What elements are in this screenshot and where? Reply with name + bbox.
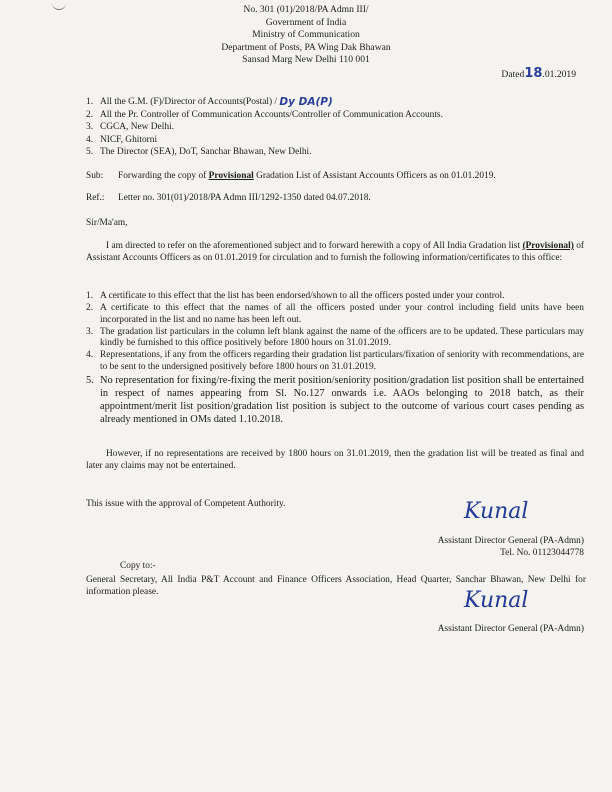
signatory-designation-2: Assistant Director General (PA-Admn)	[437, 624, 584, 634]
addressee-item: 4. NICF, Ghitorni	[86, 134, 158, 145]
provisional-emphasis: Provisional	[208, 171, 254, 181]
addressee-text: NICF, Ghitorni	[100, 134, 158, 145]
govt-line: Government of India	[265, 16, 347, 28]
subject-line: Sub: Forwarding the copy of Provisional Gradation List of Assistant Accounts Officers as on 01.01.2019.	[86, 171, 496, 181]
signatory-telephone: Tel. No. 01123044778	[500, 548, 584, 558]
date-prefix: Dated	[501, 69, 525, 80]
list-item: 3. The gradation list particulars in the column left blank against the name of the officers are to be updated. These particulars may kindly be furnished to this office positively before 1800 hours on 31.01.2019.	[86, 326, 584, 349]
signature-1: Kunal	[464, 499, 529, 524]
list-item: 4. Representations, if any from the officers regarding their gradation list particulars/fixation of seniority with recommendations, are to be sent to the undersigned positively before 1800 hours on 31.01.2019.	[86, 350, 584, 373]
addressee-text: All the G.M. (F)/Director of Accounts(Postal) /	[100, 97, 278, 107]
file-number: No. 301 (01)/2018/PA Admn III/	[243, 4, 369, 15]
addressee-item: 3. CGCA, New Delhi.	[86, 122, 174, 133]
requirements-list	[86, 291, 584, 427]
signatory-designation: Assistant Director General (PA-Admn)	[437, 536, 584, 546]
closing-paragraph: However, if no representations are received by 1800 hours on 31.01.2019, then the gradation list will be treated as final and later any claims may not be entertained.	[86, 449, 584, 472]
copy-to-label: Copy to:-	[120, 561, 156, 571]
list-item: 5. No representation for fixing/re-fixing the merit position/seniority position/gradation list position shall be entertained in respect of names appearing from Sl. No.127 onwards i.e. AAOs belonging to 2018 batch, as their appointment/merit list position/gradation list position is subject to the outcome of various court cases pending as already mentioned in OMs dated 1.10.2018.	[86, 375, 584, 426]
addressee-text: CGCA, New Delhi.	[100, 122, 174, 133]
addressee-list	[86, 96, 586, 159]
address-line: Sansad Marg New Delhi 110 001	[242, 54, 370, 66]
addressee-text: The Director (SEA), DoT, Sanchar Bhawan, New Delhi.	[100, 147, 312, 158]
copy-to-text: General Secretary, All India P&T Account and Finance Officers Association, Head Quarter, Sanchar Bhawan, New Delhi for information please.	[86, 575, 586, 598]
addressee-item: 1. All the G.M. (F)/Director of Accounts(Postal) / Dy DA(P)	[86, 96, 333, 108]
signatory-block-1	[438, 535, 584, 559]
addressee-text: All the Pr. Controller of Communication Accounts/Controller of Communication Accounts.	[100, 109, 443, 120]
addressee-item: 5. The Director (SEA), DoT, Sanchar Bhawan, New Delhi.	[86, 147, 312, 158]
salutation: Sir/Ma'am,	[86, 218, 128, 228]
reference-text: Letter no. 301(01)/2018/PA Admn III/1292-1350 dated 04.07.2018.	[118, 193, 371, 203]
reference-label: Ref.:	[86, 193, 105, 203]
intro-paragraph: I am directed to refer on the aforementioned subject and to forward herewith a copy of All India Gradation list (Provisional) of Assistant Accounts Officers as on 01.01.2019 for circulation and to furnish the following information/certificates to this office:	[86, 241, 585, 263]
ministry-line: Ministry of Communication	[252, 29, 360, 41]
date-suffix: .01.2019	[542, 69, 576, 80]
handwritten-note: Dy DA(P)	[279, 96, 333, 108]
reference-line	[86, 193, 606, 203]
signature-2: Kunal	[464, 588, 529, 613]
department-line: Department of Posts, PA Wing Dak Bhawan	[221, 41, 391, 53]
provisional-emphasis: (Provisional)	[522, 241, 574, 251]
addressee-item: 2. All the Pr. Controller of Communication Accounts/Controller of Communication Accounts.	[86, 109, 443, 120]
letter-header	[0, 4, 612, 67]
list-item: 2. A certificate to this effect that the names of all the officers posted under your control including field units have been incorporated in the list and no name has been left out.	[86, 303, 584, 325]
approval-line: This issue with the approval of Competent Authority.	[86, 499, 286, 509]
subject-label: Sub:	[86, 171, 104, 181]
letter-date	[501, 66, 576, 81]
list-item: 1. A certificate to this effect that the list has been endorsed/shown to all the officers posted under your control.	[86, 291, 505, 301]
handwritten-day: 18	[524, 66, 543, 81]
